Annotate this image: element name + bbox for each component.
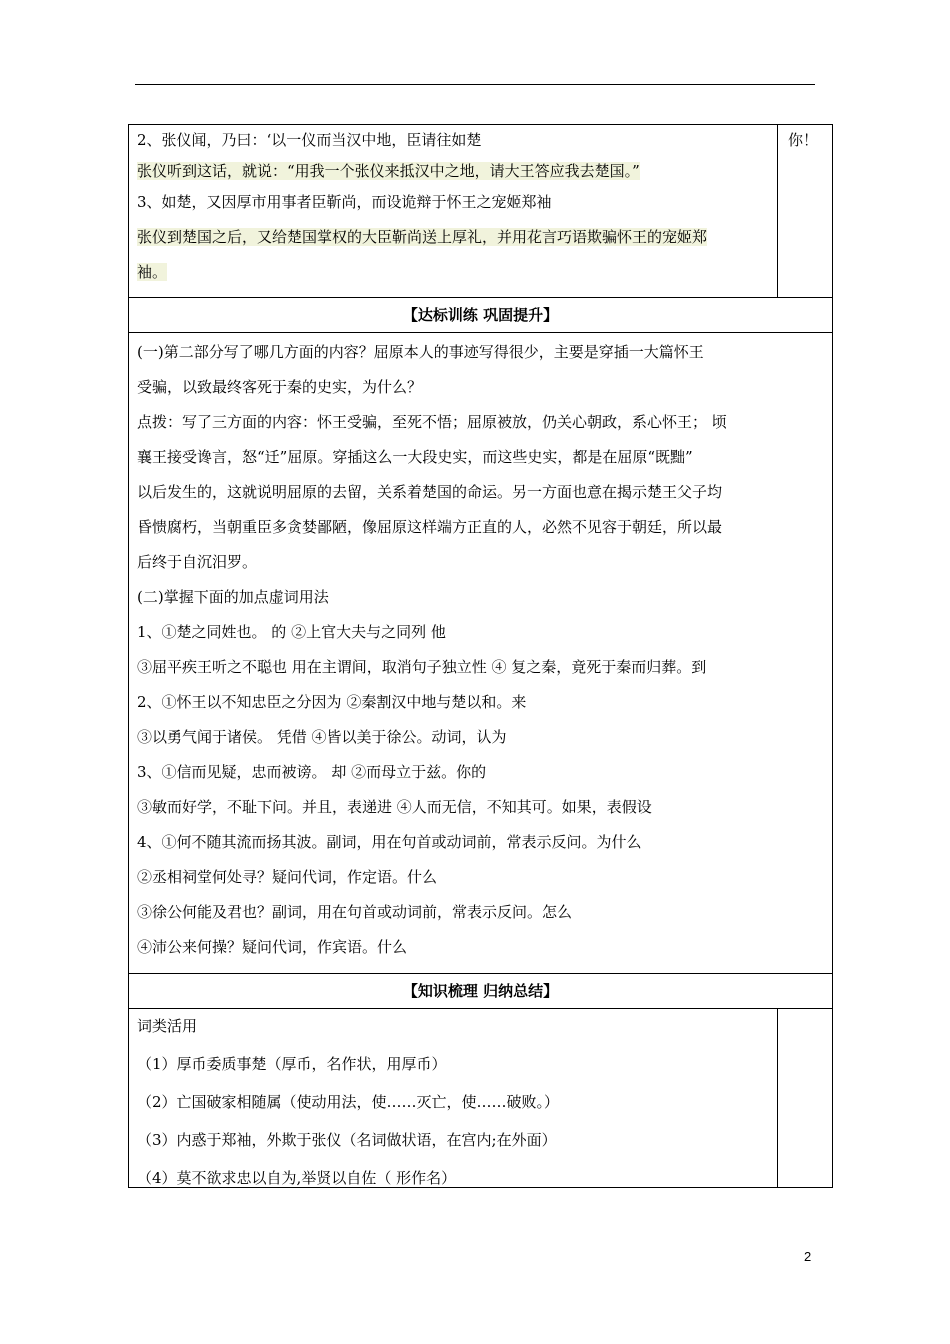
exercise-line: ③以勇气闻于诸侯。 凭借 ④皆以美于徐公。动词，认为	[137, 728, 507, 746]
text-line	[137, 162, 777, 180]
answer-line: 襄王接受谗言，怒“迁”屈原。穿插这么一大段史实，而这些史实，都是在屈原“既黜”	[137, 448, 693, 466]
text-line	[137, 228, 777, 246]
summary-line: 词类活用	[137, 1017, 198, 1035]
translation-highlight: 张仪听到这话，就说：“用我一个张仪来抵汉中之地，请大王答应我去楚国。”	[137, 162, 640, 180]
summary-line: （4）莫不欲求忠以自为,举贤以自佐（ 形作名）	[137, 1169, 457, 1187]
exercise-line: 2、①怀王以不知忠臣之分因为 ②秦割汉中地与楚以和。来	[137, 693, 527, 711]
subsection-title: (二)掌握下面的加点虚词用法	[137, 588, 329, 606]
exercise-line: 4、①何不随其流而扬其波。副词，用在句首或动词前，常表示反问。为什么	[137, 833, 642, 851]
exercise-line: ③屈平疾王听之不聪也 用在主谓间，取消句子独立性 ④ 复之秦，竟死于秦而归葬。到	[137, 658, 707, 676]
side-cell	[778, 125, 833, 298]
summary-line: （1）厚币委质事楚（厚币，名作状，用厚币）	[137, 1055, 447, 1073]
text-line: 2、张仪闻，乃曰：‘以一仪而当汉中地，臣请往如楚	[137, 131, 482, 149]
section1-row	[129, 333, 833, 974]
page-number: 2	[804, 1249, 812, 1264]
section1-header-cell	[129, 298, 833, 333]
answer-line: 点拨：写了三方面的内容：怀王受骗，至死不悟；屈原被放，仍关心朝政，系心怀王； 顷	[137, 413, 727, 431]
question-line: (一)第二部分写了哪几方面的内容？屈原本人的事迹写得很少，主要是穿插一大篇怀王	[137, 343, 704, 361]
answer-line: 后终于自沉汨罗。	[137, 553, 258, 571]
exercise-line: ③徐公何能及君也？副词，用在句首或动词前，常表示反问。怎么	[137, 903, 573, 921]
answer-line: 昏愦腐朽，当朝重臣多贪婪鄙陋，像屈原这样端方正直的人，必然不见容于朝廷，所以最	[137, 518, 723, 536]
section2-row	[129, 1009, 833, 1188]
section2-cell	[129, 1009, 778, 1188]
answer-line: 以后发生的，这就说明屈原的去留，关系着楚国的命运。另一方面也意在揭示楚王父子均	[137, 483, 723, 501]
side-cell	[778, 1009, 833, 1188]
section2-header-cell	[129, 974, 833, 1009]
exercise-line: 3、①信而见疑，忠而被谤。 却 ②而母立于兹。你的	[137, 763, 487, 781]
lesson-table	[128, 124, 833, 1188]
summary-line: （3）内惑于郑袖，外欺于张仪（名词做状语，在宫内;在外面）	[137, 1131, 557, 1149]
translation-highlight: 袖。	[137, 263, 168, 281]
part1-cell	[129, 125, 778, 298]
text-line: 3、如楚，又因厚市用事者臣靳尚，而设诡辩于怀王之宠姬郑袖	[137, 193, 552, 211]
question-line: 受骗，以致最终客死于秦的史实，为什么？	[137, 378, 423, 396]
exercise-line: ③敏而好学，不耻下问。并且，表递进 ④人而无信，不知其可。如果，表假设	[137, 798, 652, 816]
side-note: 你！	[788, 131, 819, 149]
section2-header-row	[129, 974, 833, 1009]
exercise-line: 1、①楚之同姓也。 的 ②上官大夫与之同列 他	[137, 623, 446, 641]
section-title: 【达标训练 巩固提升】	[402, 306, 559, 324]
translation-highlight: 张仪到楚国之后，又给楚国掌权的大臣靳尚送上厚礼，并用花言巧语欺骗怀王的宠姬郑	[137, 228, 708, 246]
section-title: 【知识梳理 归纳总结】	[402, 982, 559, 1000]
exercise-line: ②丞相祠堂何处寻？疑问代词，作定语。什么	[137, 868, 438, 886]
exercise-line: ④沛公来何操？疑问代词，作宾语。什么	[137, 938, 408, 956]
header-rule	[135, 84, 815, 85]
part1-row	[129, 125, 833, 298]
section1-header-row	[129, 298, 833, 333]
text-line	[137, 263, 777, 281]
summary-line: （2）亡国破家相随属（使动用法，使……灭亡，使……破败。）	[137, 1093, 560, 1111]
section1-cell	[129, 333, 833, 974]
